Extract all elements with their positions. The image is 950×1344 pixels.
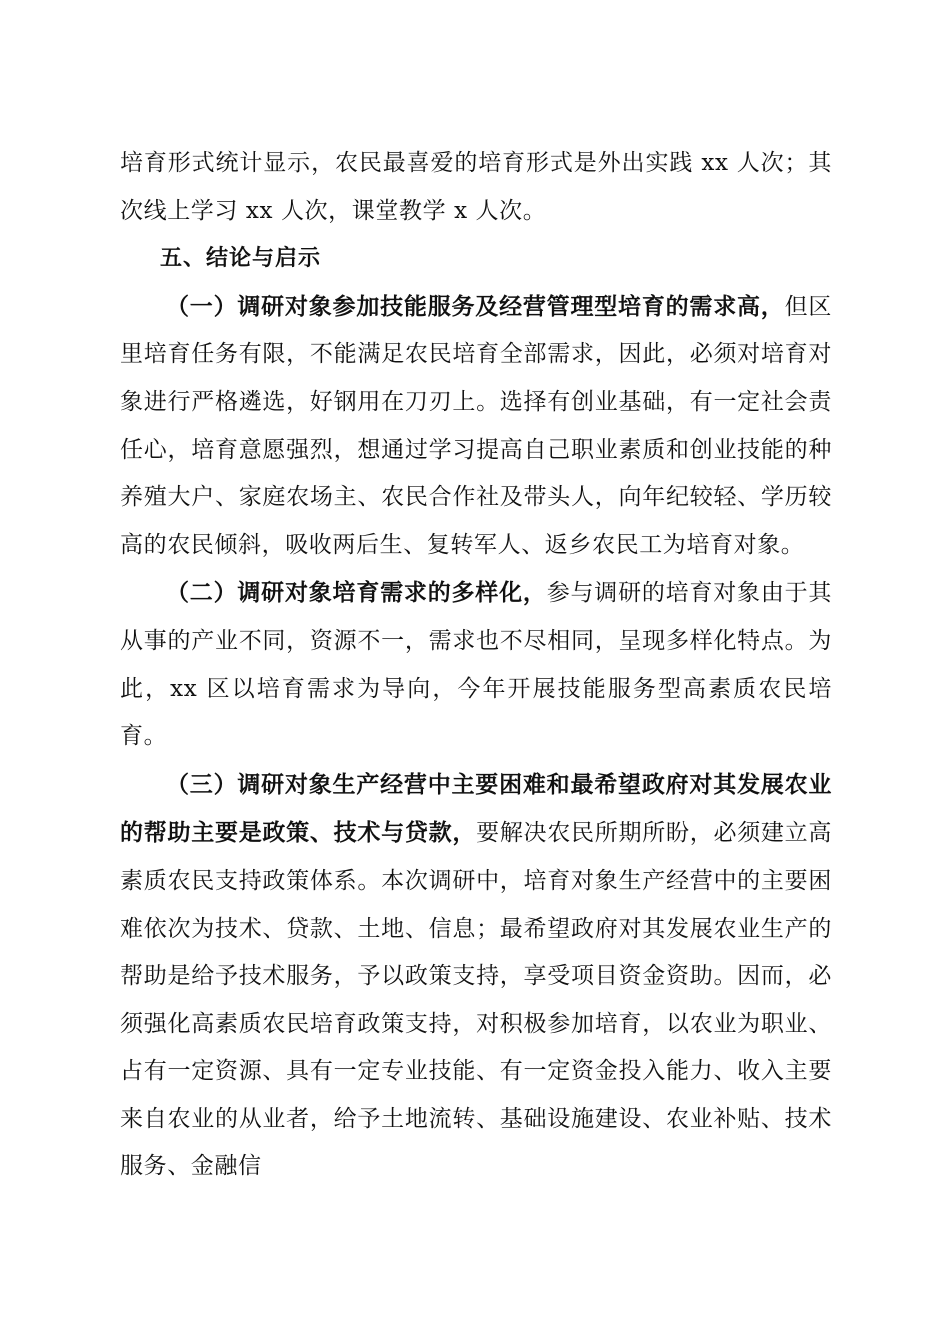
point-one-paragraph (120, 283, 832, 570)
intro-paragraph: 培育形式统计显示，农民最喜爱的培育形式是外出实践 xx 人次；其次线上学习 xx 人次，课堂教学 x 人次。 (120, 150, 832, 224)
point-one-label: （一）调研对象参加技能服务及经营管理型培育的需求高， (166, 292, 785, 320)
point-two-label: （二）调研对象培育需求的多样化， (166, 579, 547, 607)
point-two-body: 参与调研的培育对象由于其从事的产业不同，资源不一，需求也不尽相同，呈现多样化特点。为此，xx 区以培育需求为导向，今年开展技能服务型高素质农民培育。 (120, 580, 833, 750)
point-two-paragraph (120, 569, 832, 760)
section-heading: 五、结论与启示 (160, 246, 322, 272)
document-body (120, 140, 832, 1191)
point-three-body: 要解决农民所期所盼，必须建立高素质农民支持政策体系。本次调研中，培育对象生产经营中的主要困难依次为技术、贷款、土地、信息；最希望政府对其发展农业生产的帮助是给予技术服务，予以政策支持，享受项目资金资助。因而，必须强化高素质农民培育政策支持，对积极参加培育，以农业为职业、占有一定资源、具有一定专业技能、有一定资金投入能力、收入主要来自农业的从业者，给予土地流转、基础设施建设、农业补贴、技术服务、金融信 (120, 820, 833, 1180)
point-three-label: （三）调研对象生产经营中主要困难和最希望政府对其发展农业的帮助主要是政策、技术与贷款， (120, 770, 832, 847)
point-three-paragraph (120, 761, 832, 1191)
point-one-body: 但区里培育任务有限，不能满足农民培育全部需求，因此，必须对培育对象进行严格遴选，好钢用在刀刃上。选择有创业基础，有一定社会责任心，培育意愿强烈，想通过学习提高自己职业素质和创业技能的种养殖大户、家庭农场主、农民合作社及带头人，向年纪较轻、学历较高的农民倾斜，吸收两后生、复转军人、返乡农民工为培育对象。 (120, 293, 833, 558)
